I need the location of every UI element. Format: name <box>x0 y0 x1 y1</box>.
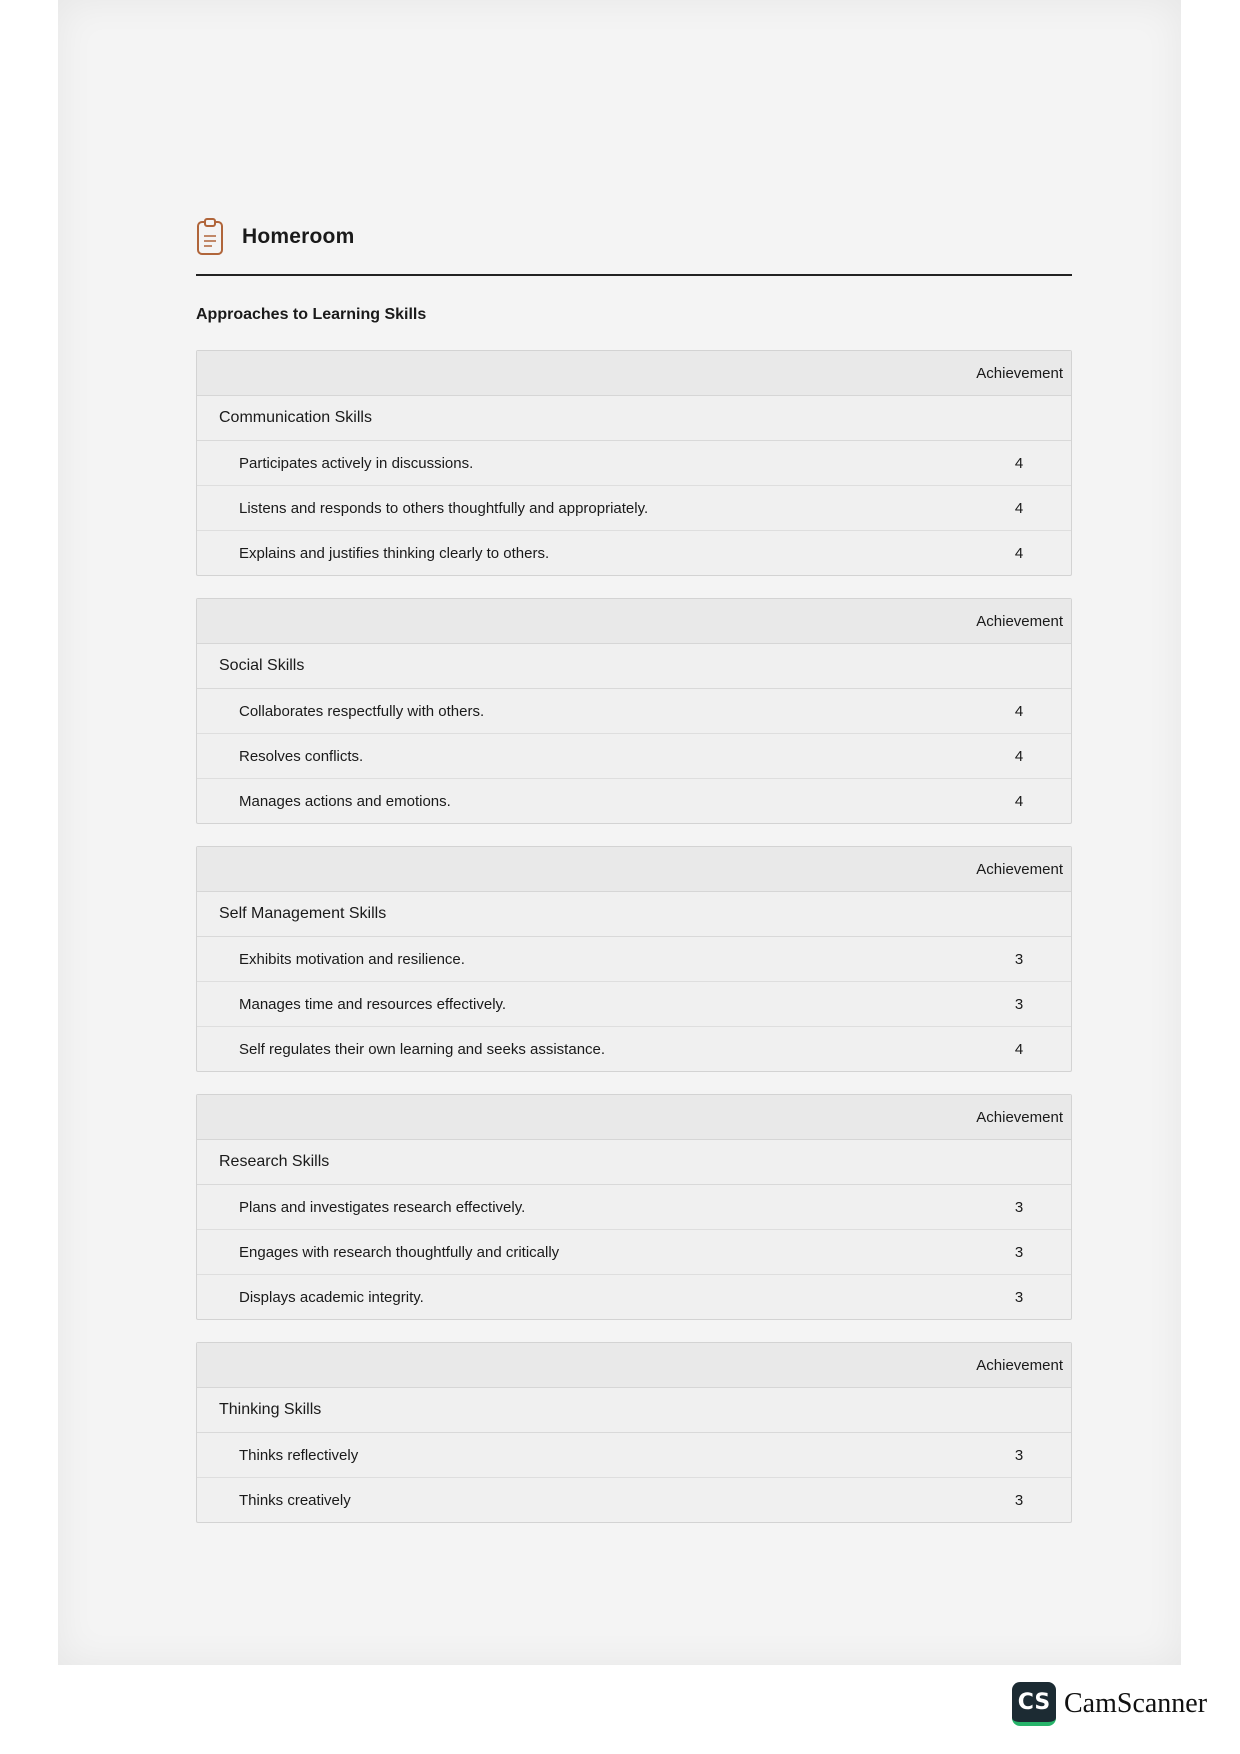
achievement-score: 3 <box>1014 1491 1024 1509</box>
achievement-score: 3 <box>1014 1243 1024 1261</box>
achievement-column-header: Achievement <box>197 599 1071 644</box>
achievement-score: 3 <box>1014 1288 1024 1306</box>
achievement-score: 3 <box>1014 995 1024 1013</box>
camscanner-logo: CS <box>1012 1682 1056 1726</box>
skill-label: Engages with research thoughtfully and critically <box>239 1243 560 1261</box>
skill-label: Listens and responds to others thoughtfully and appropriately. <box>239 499 649 517</box>
skill-row <box>197 486 1071 531</box>
achievement-score: 3 <box>1014 950 1024 968</box>
skill-label: Manages time and resources effectively. <box>239 995 507 1013</box>
skill-row <box>197 1275 1071 1319</box>
skill-row <box>197 779 1071 823</box>
skill-label: Participates actively in discussions. <box>239 454 474 472</box>
achievement-score: 4 <box>1014 544 1024 562</box>
achievement-score: 4 <box>1014 747 1024 765</box>
achievement-score: 3 <box>1014 1446 1024 1464</box>
achievement-column-header: Achievement <box>197 1343 1071 1388</box>
skill-label: Thinks reflectively <box>239 1446 359 1464</box>
achievement-score: 4 <box>1014 792 1024 810</box>
skill-row <box>197 1185 1071 1230</box>
skill-row <box>197 1027 1071 1071</box>
skill-group-name: Thinking Skills <box>197 1388 1071 1433</box>
skill-label: Manages actions and emotions. <box>239 792 451 810</box>
achievement-score: 4 <box>1014 702 1024 720</box>
skill-row <box>197 1230 1071 1275</box>
skill-label: Resolves conflicts. <box>239 747 364 765</box>
skill-table <box>196 350 1072 576</box>
skill-label: Displays academic integrity. <box>239 1288 424 1306</box>
skill-label: Collaborates respectfully with others. <box>239 702 485 720</box>
skill-group-name: Research Skills <box>197 1140 1071 1185</box>
section-title: Approaches to Learning Skills <box>196 306 427 323</box>
skill-tables <box>196 350 1072 1523</box>
achievement-score: 4 <box>1014 454 1024 472</box>
skill-label: Self regulates their own learning and seeks assistance. <box>239 1040 606 1058</box>
skill-label: Thinks creatively <box>239 1491 351 1509</box>
skill-group-name: Social Skills <box>197 644 1071 689</box>
achievement-score: 4 <box>1014 1040 1024 1058</box>
skill-row <box>197 1433 1071 1478</box>
skill-label: Exhibits motivation and resilience. <box>239 950 465 968</box>
page-header <box>196 212 1072 262</box>
achievement-column-header: Achievement <box>197 351 1071 396</box>
skill-row <box>197 734 1071 779</box>
achievement-score: 4 <box>1014 499 1024 517</box>
skill-label: Plans and investigates research effectively. <box>239 1198 526 1216</box>
skill-group-name: Self Management Skills <box>197 892 1071 937</box>
camscanner-watermark: CamScanner <box>1064 1688 1208 1719</box>
skill-group-name: Communication Skills <box>197 396 1071 441</box>
skill-table <box>196 598 1072 824</box>
header-divider <box>196 274 1072 276</box>
report-content <box>196 212 1072 1523</box>
skill-row <box>197 689 1071 734</box>
skill-row <box>197 982 1071 1027</box>
document-icon <box>196 218 224 256</box>
achievement-column-header: Achievement <box>197 1095 1071 1140</box>
skill-table <box>196 1342 1072 1523</box>
achievement-score: 3 <box>1014 1198 1024 1216</box>
skill-table <box>196 1094 1072 1320</box>
skill-table <box>196 846 1072 1072</box>
achievement-column-header: Achievement <box>197 847 1071 892</box>
skill-label: Explains and justifies thinking clearly to others. <box>239 544 550 562</box>
skill-row <box>197 531 1071 575</box>
skill-row <box>197 1478 1071 1522</box>
skill-row <box>197 937 1071 982</box>
skill-row <box>197 441 1071 486</box>
page-title: Homeroom <box>242 225 355 248</box>
